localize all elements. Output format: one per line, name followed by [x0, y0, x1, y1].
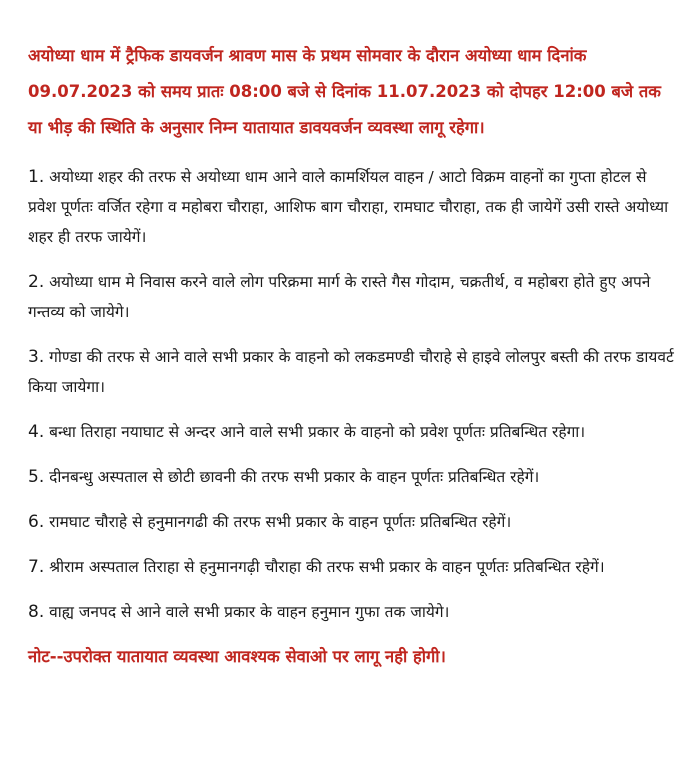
item-text: गोण्डा की तरफ से आने वाले सभी प्रकार के वाहनो को लकडमण्डी चौराहे से हाइवे लोलपुर बस्ती की तरफ डायवर्ट किया जायेगा।: [28, 348, 674, 396]
item-text: अयोध्या शहर की तरफ से अयोध्या धाम आने वाले कामर्शियल वाहन / आटो विक्रम वाहनों का गुप्ता होटल से प्रवेश पूर्णतः वर्जित रहेगा व महोबरा चौराहा, आशिफ बाग चौराहा, रामघाट चौराहा, तक ही जायेगें उसी रास्ते अयोध्या शहर ही तरफ जायेगें।: [28, 168, 669, 246]
item-number: 5.: [28, 467, 45, 487]
list-item-4: [28, 417, 675, 447]
list-item-2: [28, 267, 675, 327]
list-item-8: [28, 597, 675, 627]
item-text: बन्धा तिराहा नयाघाट से अन्दर आने वाले सभी प्रकार के वाहनो को प्रवेश पूर्णतः प्रतिबन्धित रहेगा।: [49, 423, 586, 441]
list-item-6: [28, 507, 675, 537]
item-text: श्रीराम अस्पताल तिराहा से हनुमानगढ़ी चौराहा की तरफ सभी प्रकार के वाहन पूर्णतः प्रतिबन्धित रहेगें।: [49, 558, 605, 576]
list-item-1: [28, 162, 675, 252]
item-text: वाह्य जनपद से आने वाले सभी प्रकार के वाहन हनुमान गुफा तक जायेगे।: [49, 603, 450, 621]
item-number: 8.: [28, 602, 45, 622]
item-number: 7.: [28, 557, 45, 577]
item-text: रामघाट चौराहे से हनुमानगढी की तरफ सभी प्रकार के वाहन पूर्णतः प्रतिबन्धित रहेगें।: [49, 513, 512, 531]
item-text: दीनबन्धु अस्पताल से छोटी छावनी की तरफ सभी प्रकार के वाहन पूर्णतः प्रतिबन्धित रहेगें।: [49, 468, 540, 486]
notice-heading: अयोध्या धाम में ट्रैफिक डायवर्जन श्रावण मास के प्रथम सोमवार के दौरान अयोध्या धाम दिनांक 09.07.2023 को समय प्रातः 08:00 बजे से दिनांक 11.07.2023 को दोपहर 12:00 बजे तक या भीड़ की स्थिति के अनुसार निम्न यातायात डावयवर्जन व्यवस्था लागू रहेगा।: [28, 46, 661, 137]
item-text: अयोध्या धाम मे निवास करने वाले लोग परिक्रमा मार्ग के रास्ते गैस गोदाम, चक्रतीर्थ, व महोबरा होते हुए अपने गन्तव्य को जायेगे।: [28, 273, 651, 321]
item-number: 3.: [28, 347, 45, 367]
item-number: 6.: [28, 512, 45, 532]
list-item-7: [28, 552, 675, 582]
list-item-5: [28, 462, 675, 492]
item-number: 2.: [28, 272, 45, 292]
list-item-3: [28, 342, 675, 402]
item-number: 1.: [28, 167, 45, 187]
item-number: 4.: [28, 422, 45, 442]
notice-footnote: नोट--उपरोक्त यातायात व्यवस्था आवश्यक सेवाओ पर लागू नही होगी।: [28, 647, 446, 666]
